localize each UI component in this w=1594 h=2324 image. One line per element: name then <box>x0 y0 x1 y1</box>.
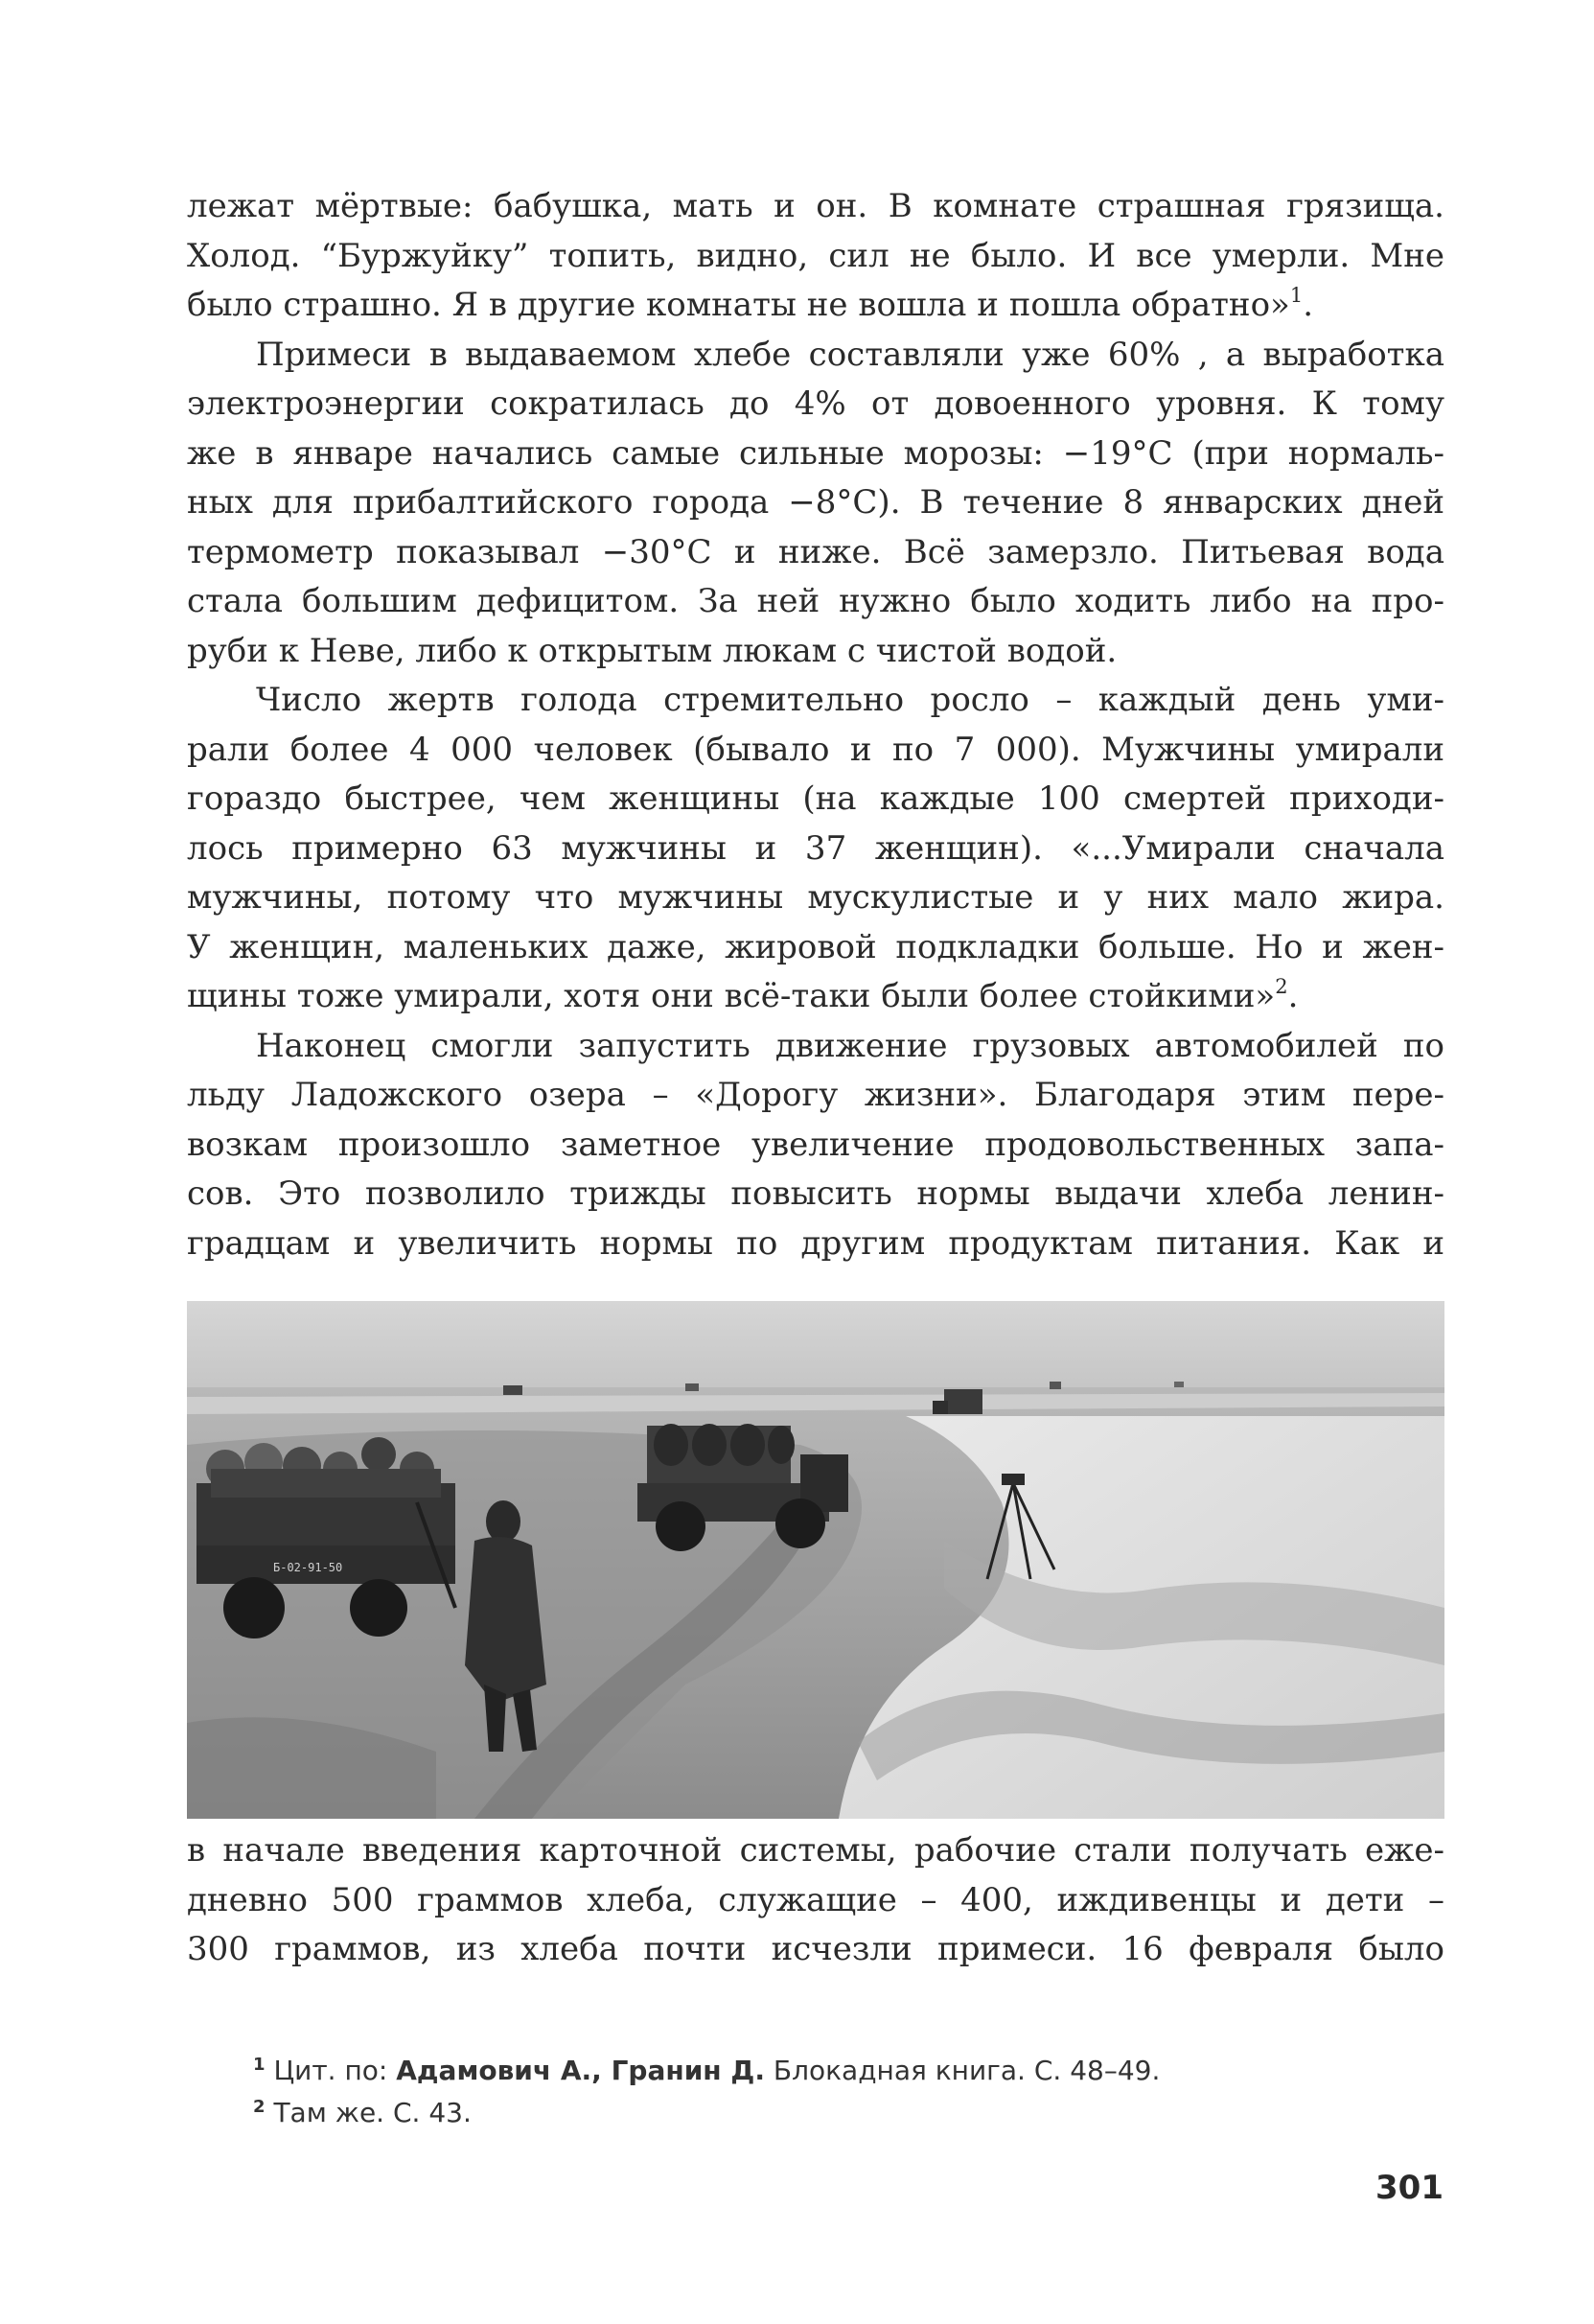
footnote-1 <box>253 2050 1403 2092</box>
text-line: возкам произошло заметное увеличение продовольственных запа- <box>187 1125 1444 1164</box>
body-text-bottom <box>187 1826 1444 1975</box>
text-line: лось примерно 63 мужчины и 37 женщин). «...Умирали сначала <box>187 828 1444 868</box>
punctuation: . <box>1287 977 1299 1015</box>
text-line: мужчины, потому что мужчины мускулистые и у них мало жира. <box>187 878 1444 917</box>
svg-text:Б-02-91-50: Б-02-91-50 <box>273 1561 343 1574</box>
text-line: У женщин, маленьких даже, жировой подкладки больше. Но и жен- <box>187 927 1444 966</box>
text-line: сов. Это позволило трижды повысить нормы выдачи хлеба ленин- <box>187 1174 1444 1213</box>
footnote-rest: Блокадная книга. С. 48–49. <box>764 2055 1161 2086</box>
text-line: гораздо быстрее, чем женщины (на каждые 100 смертей приходи- <box>187 779 1444 818</box>
text-line: термометр показывал −30°С и ниже. Всё замерзло. Питьевая вода <box>187 532 1444 571</box>
footnote-ref-1: 1 <box>1289 284 1304 307</box>
text-line: же в январе начались самые сильные морозы: −19°С (при нормаль- <box>187 433 1444 473</box>
text-line: рали более 4 000 человек (бывало и по 7 000). Мужчины умирали <box>187 730 1444 769</box>
footnotes <box>253 2050 1403 2134</box>
footnote-2 <box>253 2092 1403 2134</box>
page-number: 301 <box>1375 2169 1444 2207</box>
text-line: ных для прибалтийского города −8°С). В течение 8 январских дней <box>187 483 1444 522</box>
text-line: Наконец смогли запустить движение грузовых автомобилей по <box>256 1026 1444 1065</box>
text-line: Примеси в выдаваемом хлебе составляли уже 60% , а выработка <box>256 335 1444 374</box>
text-line: в начале введения карточной системы, рабочие стали получать еже- <box>187 1831 1444 1870</box>
footnote-prefix: Цит. по: <box>273 2055 397 2086</box>
text-line-content: щины тоже умирали, хотя они всё-таки были более стойкими» <box>187 977 1276 1015</box>
text-line: дневно 500 граммов хлеба, служащие – 400, иждивенцы и дети – <box>187 1880 1444 1919</box>
sky <box>187 1301 1444 1397</box>
text-line <box>187 281 1444 331</box>
text-line-content: было страшно. Я в другие комнаты не вошла и пошла обратно» <box>187 286 1290 324</box>
text-line: руби к Неве, либо к открытым люкам с чистой водой. <box>187 631 1118 670</box>
text-line: стала большим дефицитом. За ней нужно было ходить либо на про- <box>187 582 1444 620</box>
text-line: Холод. “Буржуйку” топить, видно, сил не было. И все умерли. Мне <box>187 236 1444 275</box>
text-line: льду Ладожского озера – «Дорогу жизни». Благодаря этим пере- <box>187 1076 1444 1114</box>
text-line: электроэнергии сократилась до 4% от довоенного уровня. К тому <box>187 384 1444 423</box>
text-line: 300 граммов, из хлеба почти исчезли примеси. 16 февраля было <box>187 1930 1444 1968</box>
footnote-mark: 2 <box>253 2097 266 2117</box>
footnote-ref-2: 2 <box>1275 975 1288 998</box>
road-of-life-photo <box>187 1301 1444 1819</box>
footnote-prefix: Там же. С. 43. <box>273 2097 472 2128</box>
text-line: лежат мёртвые: бабушка, мать и он. В комнате страшная грязища. <box>187 187 1444 225</box>
text-line <box>187 972 1444 1022</box>
photo-illustration <box>187 1301 1444 1819</box>
punctuation: . <box>1303 286 1314 324</box>
text-line: градцам и увеличить нормы по другим продуктам питания. Как и <box>187 1223 1444 1263</box>
body-text-top <box>187 182 1444 1268</box>
text-line: Число жертв голода стремительно росло – каждый день уми- <box>256 681 1444 719</box>
footnote-mark: 1 <box>253 2055 266 2075</box>
footnote-authors: Адамович А., Гранин Д. <box>396 2055 765 2086</box>
